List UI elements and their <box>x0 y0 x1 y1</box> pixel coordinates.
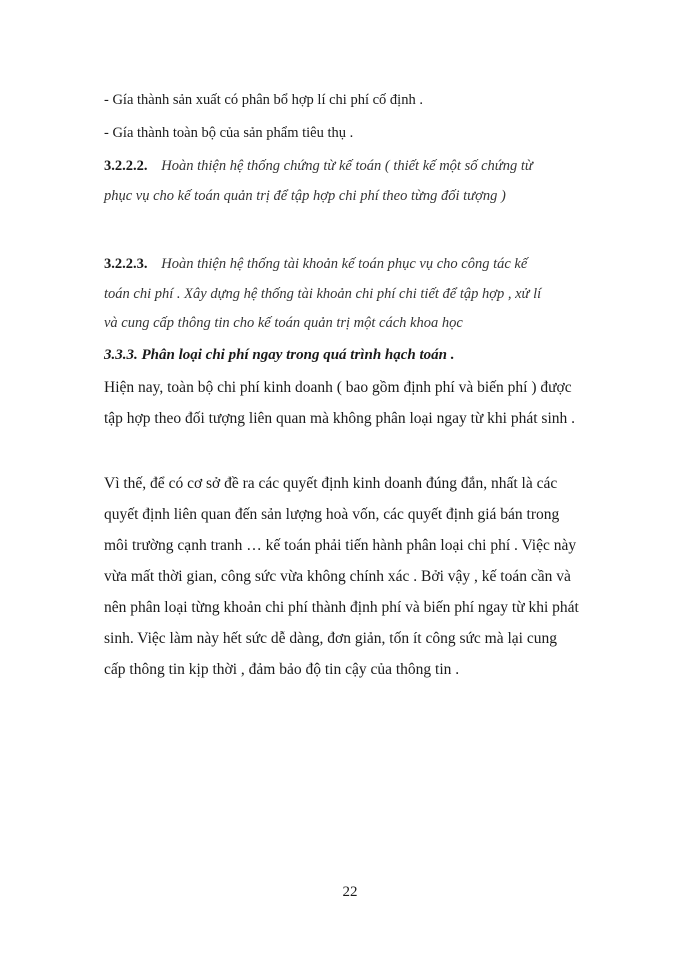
paragraph-line: sinh. Việc làm này hết sức dễ dàng, đơn giản, tốn ít công sức mà lại cung <box>104 630 557 647</box>
section-title: Hoàn thiện hệ thống chứng từ kế toán ( thiết kế một số chứng từ <box>161 158 533 174</box>
section-number: 3.2.2.2. <box>104 158 148 174</box>
bullet-item: - Gía thành sản xuất có phân bổ hợp lí chi phí cố định . <box>104 92 423 108</box>
section-333-heading: 3.3.3. Phân loại chi phí ngay trong quá trình hạch toán . <box>104 347 455 363</box>
section-title-continued: phục vụ cho kế toán quản trị để tập hợp chi phí theo từng đối tượng ) <box>104 188 506 204</box>
section-title-continued: toán chi phí . Xây dựng hệ thống tài khoản chi phí chi tiết để tập hợp , xử lí <box>104 286 542 302</box>
paragraph-line: Hiện nay, toàn bộ chi phí kinh doanh ( bao gồm định phí và biến phí ) được <box>104 379 572 396</box>
paragraph-line: vừa mất thời gian, công sức vừa không chính xác . Bởi vậy , kế toán cần và <box>104 568 571 585</box>
paragraph-line: tập hợp theo đối tượng liên quan mà không phân loại ngay từ khi phát sinh . <box>104 410 576 427</box>
section-3222-heading <box>104 156 533 176</box>
bullet-item: - Gía thành toàn bộ của sản phẩm tiêu thụ . <box>104 125 354 141</box>
paragraph-line: quyết định liên quan đến sản lượng hoà vốn, các quyết định giá bán trong <box>104 506 560 523</box>
paragraph-line: cấp thông tin kịp thời , đảm bảo độ tin cậy của thông tin . <box>104 661 460 678</box>
paragraph-line: nên phân loại từng khoản chi phí thành định phí và biến phí ngay từ khi phát <box>104 599 579 616</box>
section-3223-heading <box>104 254 527 274</box>
section-title: Hoàn thiện hệ thống tài khoản kế toán phục vụ cho công tác kế <box>161 256 528 272</box>
section-title-continued: và cung cấp thông tin cho kế toán quản trị một cách khoa học <box>104 315 463 331</box>
page-number: 22 <box>342 884 358 900</box>
paragraph-line: môi trường cạnh tranh … kế toán phải tiến hành phân loại chi phí . Việc này <box>104 537 577 554</box>
paragraph-line: Vì thế, để có cơ sở đề ra các quyết định kinh doanh đúng đắn, nhất là các <box>104 475 558 492</box>
section-number: 3.2.2.3. <box>104 256 148 272</box>
